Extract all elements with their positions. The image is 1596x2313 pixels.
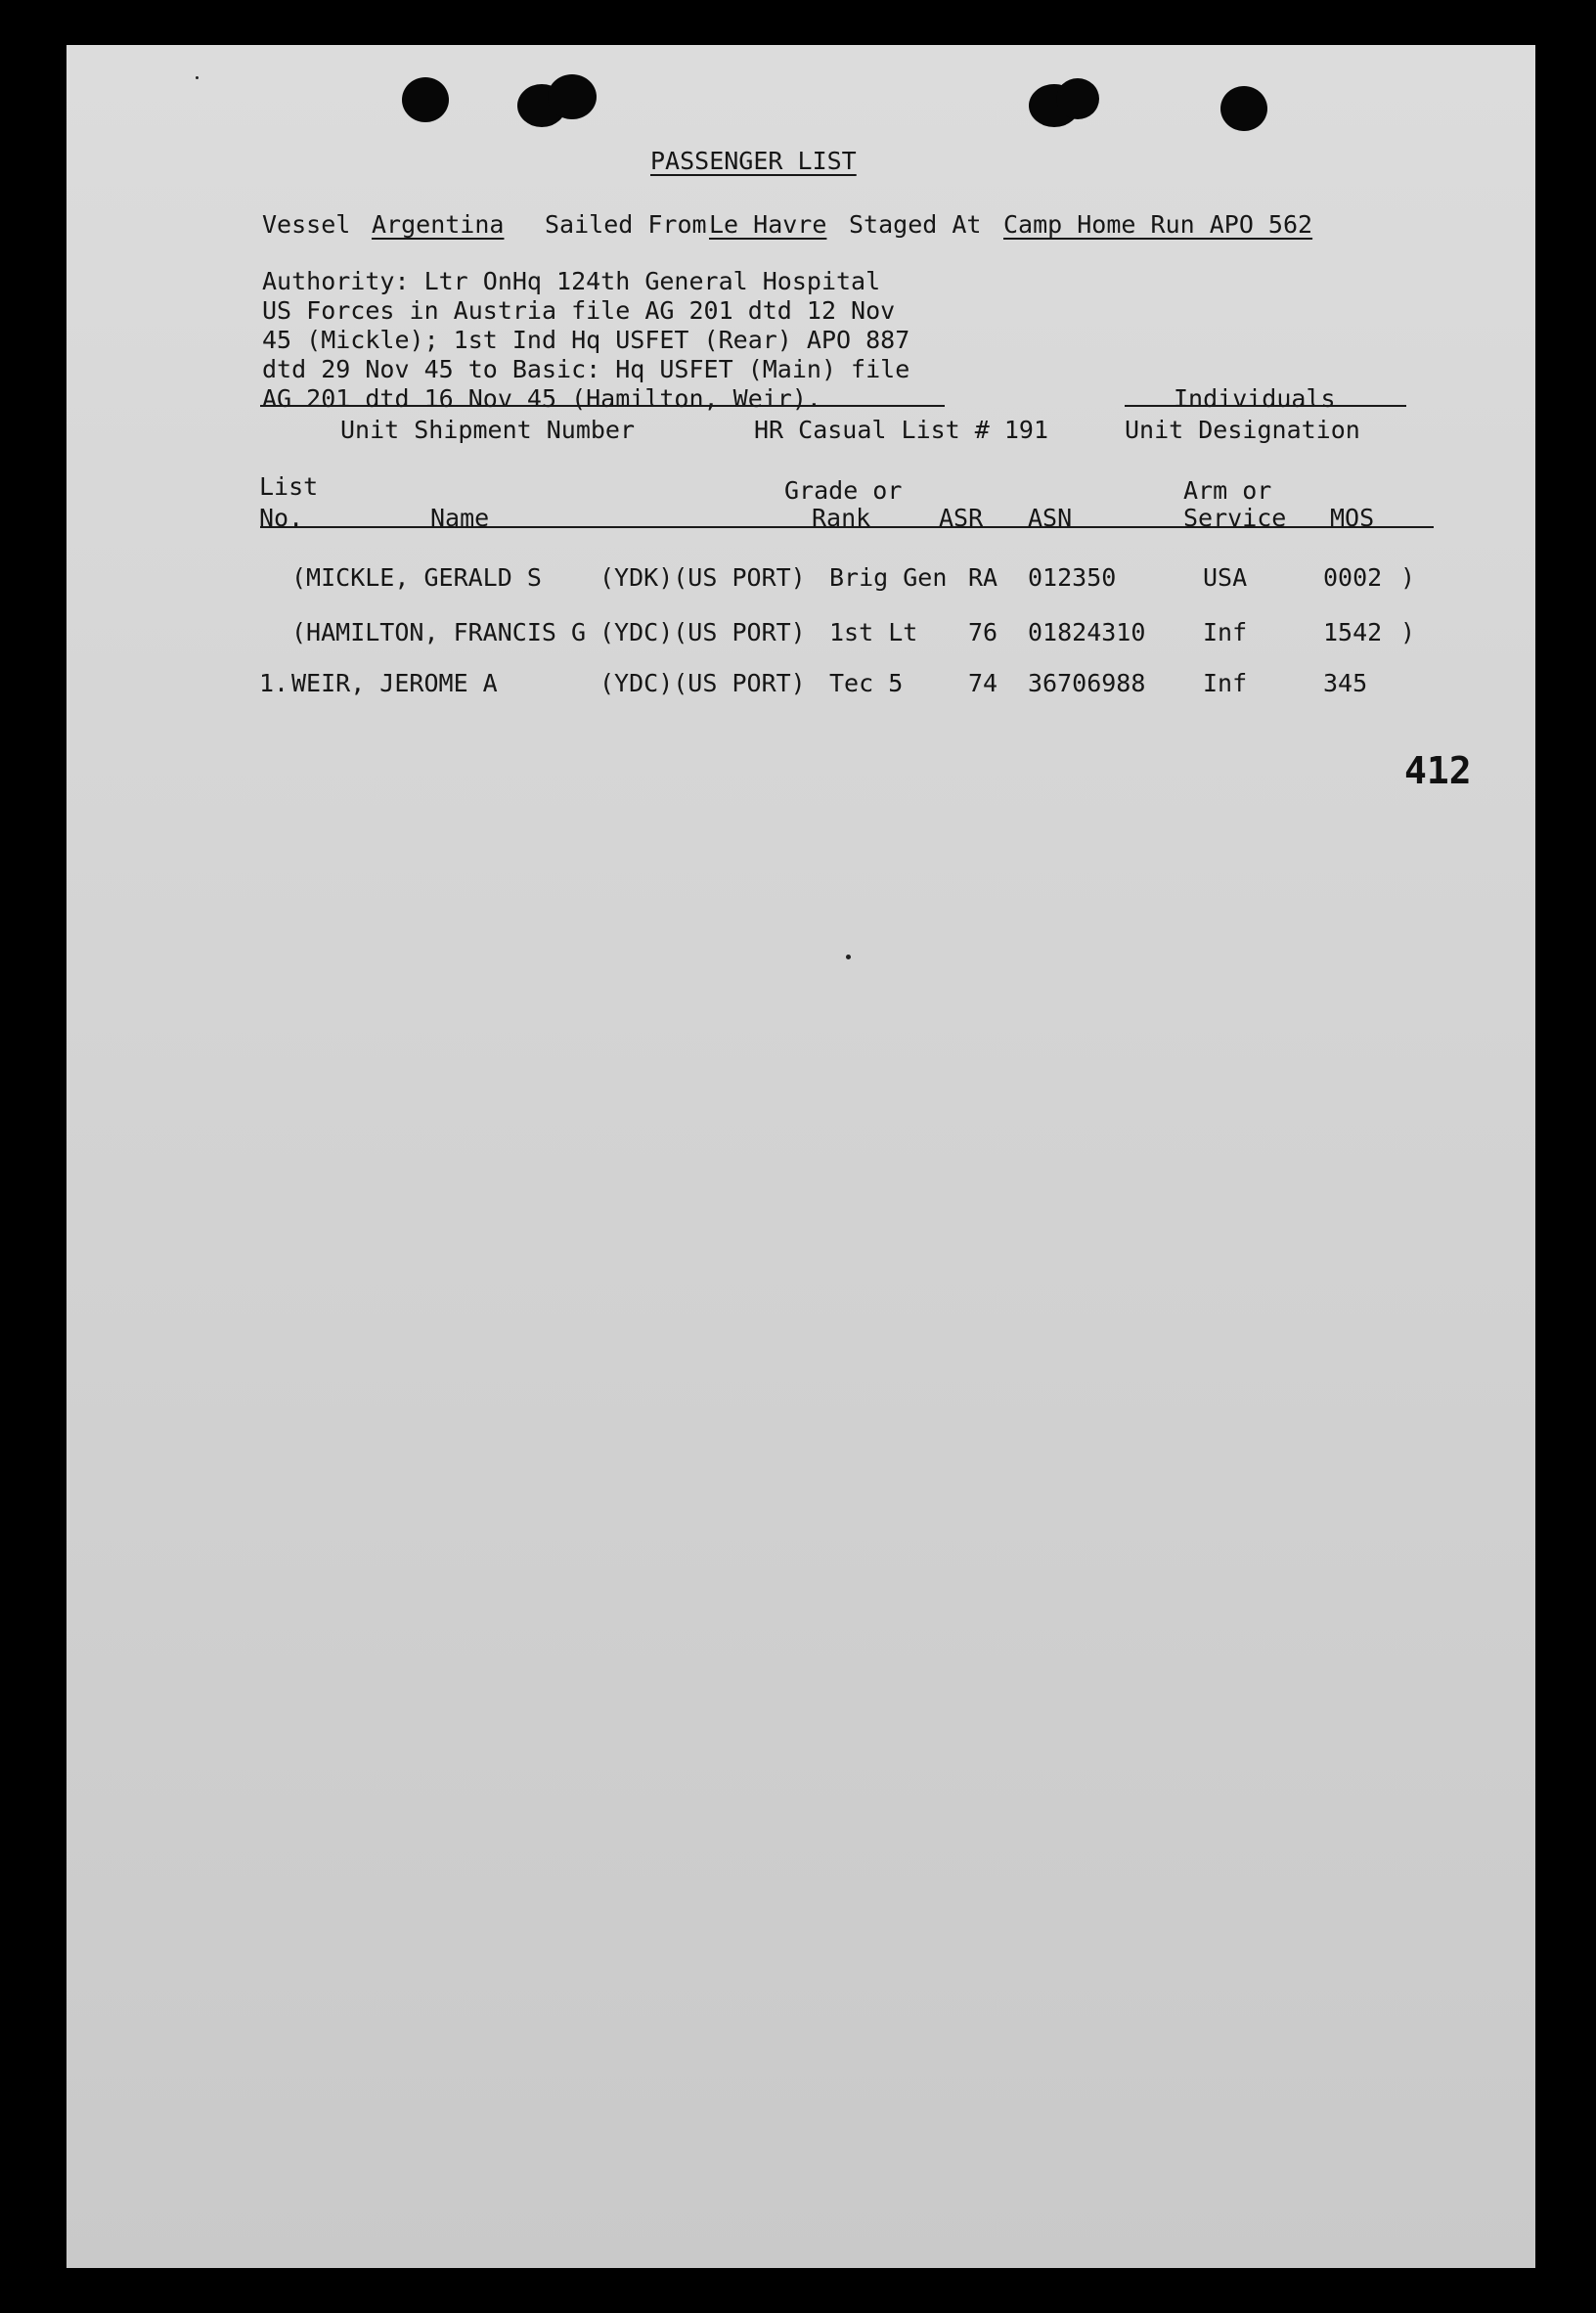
col-asr: ASR (939, 504, 984, 532)
row-name: (MICKLE, GERALD S (291, 563, 542, 592)
row-grade: 1st Lt (829, 618, 918, 646)
col-arm-line1: Arm or (1183, 476, 1272, 505)
sailed-from-value: Le Havre (709, 210, 827, 239)
col-list-no-line1: List (259, 472, 319, 501)
row-name: (HAMILTON, FRANCIS G (291, 618, 587, 646)
casual-list-number: HR Casual List # 191 (754, 416, 1049, 444)
col-grade-line2: Rank (812, 504, 871, 532)
staged-at-label: Staged At (849, 210, 982, 239)
col-asn: ASN (1028, 504, 1073, 532)
row-asn: 36706988 (1028, 669, 1146, 697)
authority-line: Authority: Ltr OnHq 124th General Hospital (262, 267, 881, 295)
row-bracket: ) (1400, 618, 1416, 646)
authority-line: 45 (Mickle); 1st Ind Hq USFET (Rear) APO 887 (262, 326, 910, 354)
row-mos: 1542 (1323, 618, 1383, 646)
row-arm: USA (1203, 563, 1248, 592)
page-number: 412 (1404, 749, 1472, 792)
row-asr: 74 (968, 669, 998, 697)
row-codes: (YDK)(US PORT) (599, 563, 806, 592)
row-bracket: ) (1400, 563, 1416, 592)
paper-speck (196, 76, 199, 79)
authority-line: dtd 29 Nov 45 to Basic: Hq USFET (Main) file (262, 355, 910, 383)
col-list-no-line2: No. (259, 504, 304, 532)
punch-hole (1220, 86, 1267, 131)
header-underline (260, 526, 1434, 528)
unit-designation-label: Unit Designation (1125, 416, 1360, 444)
row-mos: 345 (1323, 669, 1368, 697)
col-grade-line1: Grade or (784, 476, 903, 505)
row-asn: 012350 (1028, 563, 1117, 592)
document-page (66, 45, 1535, 2268)
paper-speck (846, 955, 851, 959)
punch-hole (548, 74, 597, 119)
row-arm: Inf (1203, 618, 1248, 646)
punch-hole (1056, 78, 1099, 119)
row-codes: (YDC)(US PORT) (599, 618, 806, 646)
vessel-name: Argentina (372, 210, 505, 239)
row-name: WEIR, JEROME A (291, 669, 498, 697)
row-arm: Inf (1203, 669, 1248, 697)
unit-shipment-label: Unit Shipment Number (340, 416, 636, 444)
unit-designation-value: Individuals (1174, 384, 1336, 413)
unit-designation-underline (1125, 405, 1406, 407)
row-mos: 0002 (1323, 563, 1383, 592)
authority-line: AG 201 dtd 16 Nov 45 (Hamilton, Weir). (262, 384, 821, 413)
col-arm-line2: Service (1183, 504, 1287, 532)
row-asn: 01824310 (1028, 618, 1146, 646)
col-name: Name (430, 504, 490, 532)
punch-hole (402, 77, 449, 122)
sailed-from-label: Sailed From (545, 210, 707, 239)
authority-underline (260, 405, 945, 407)
row-list-no: 1. (259, 669, 289, 697)
staged-at-value: Camp Home Run APO 562 (1003, 210, 1313, 239)
row-grade: Brig Gen (829, 563, 948, 592)
authority-line: US Forces in Austria file AG 201 dtd 12 Nov (262, 296, 896, 325)
col-mos: MOS (1330, 504, 1375, 532)
row-asr: 76 (968, 618, 998, 646)
vessel-label: Vessel (262, 210, 351, 239)
row-grade: Tec 5 (829, 669, 904, 697)
page-title: PASSENGER LIST (650, 147, 857, 175)
row-codes: (YDC)(US PORT) (599, 669, 806, 697)
row-asr: RA (968, 563, 998, 592)
